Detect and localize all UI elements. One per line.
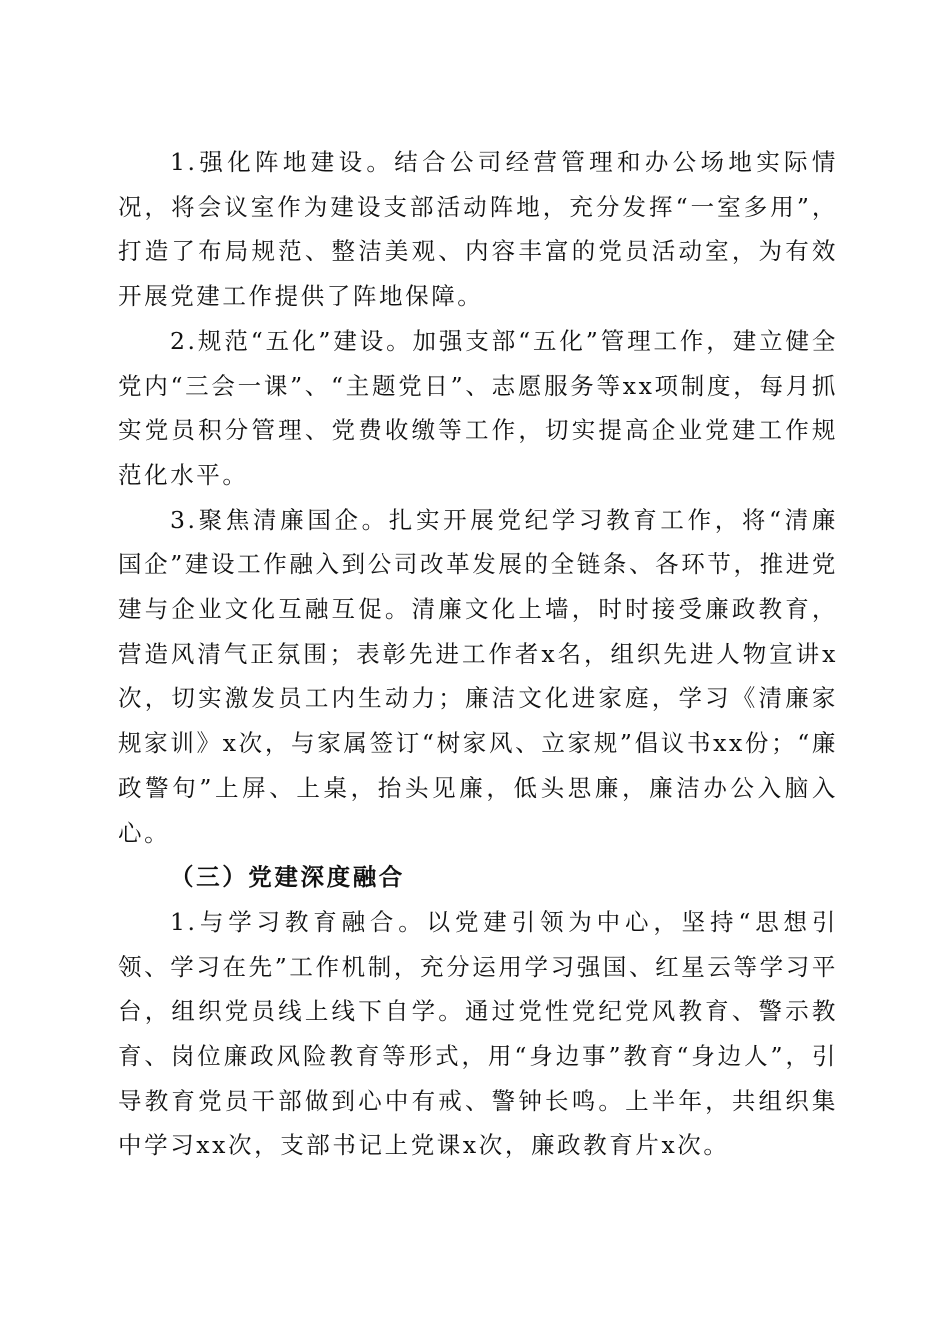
document-body [118,140,838,1168]
section-heading-party-integration: （三）党建深度融合 [170,863,405,892]
paragraph-clean-soe: 3.聚焦清廉国企。扎实开展党纪学习教育工作，将“清廉国企”建设工作融入到公司改革发展的全链条、各环节，推进党建与企业文化互融互促。清廉文化上墙，时时接受廉政教育，营造风清气正氛围；表彰先进工作者x名，组织先进人物宣讲x次，切实激发员工内生动力；廉洁文化进家庭，学习《清廉家规家训》x次，与家属签订“树家风、立家规”倡议书xx份；“廉政警句”上屏、上桌，抬头见廉，低头思廉，廉洁办公入脑入心。 [118,505,838,847]
paragraph-standardize-five: 2.规范“五化”建设。加强支部“五化”管理工作，建立健全党内“三会一课”、“主题党日”、志愿服务等xx项制度，每月抓实党员积分管理、党费收缴等工作，切实提高企业党建工作规范化水平。 [118,326,838,489]
paragraph-strengthen-position: 1.强化阵地建设。结合公司经营管理和办公场地实际情况，将会议室作为建设支部活动阵地，充分发挥“一室多用”，打造了布局规范、整洁美观、内容丰富的党员活动室，为有效开展党建工作提供了阵地保障。 [118,148,838,311]
paragraph-study-integration: 1.与学习教育融合。以党建引领为中心，坚持“思想引领、学习在先”工作机制，充分运用学习强国、红星云等学习平台，组织党员线上线下自学。通过党性党纪党风教育、警示教育、岗位廉政风险教育等形式，用“身边事”教育“身边人”，引导教育党员干部做到心中有戒、警钟长鸣。上半年，共组织集中学习xx次，支部书记上党课x次，廉政教育片x次。 [118,907,838,1160]
